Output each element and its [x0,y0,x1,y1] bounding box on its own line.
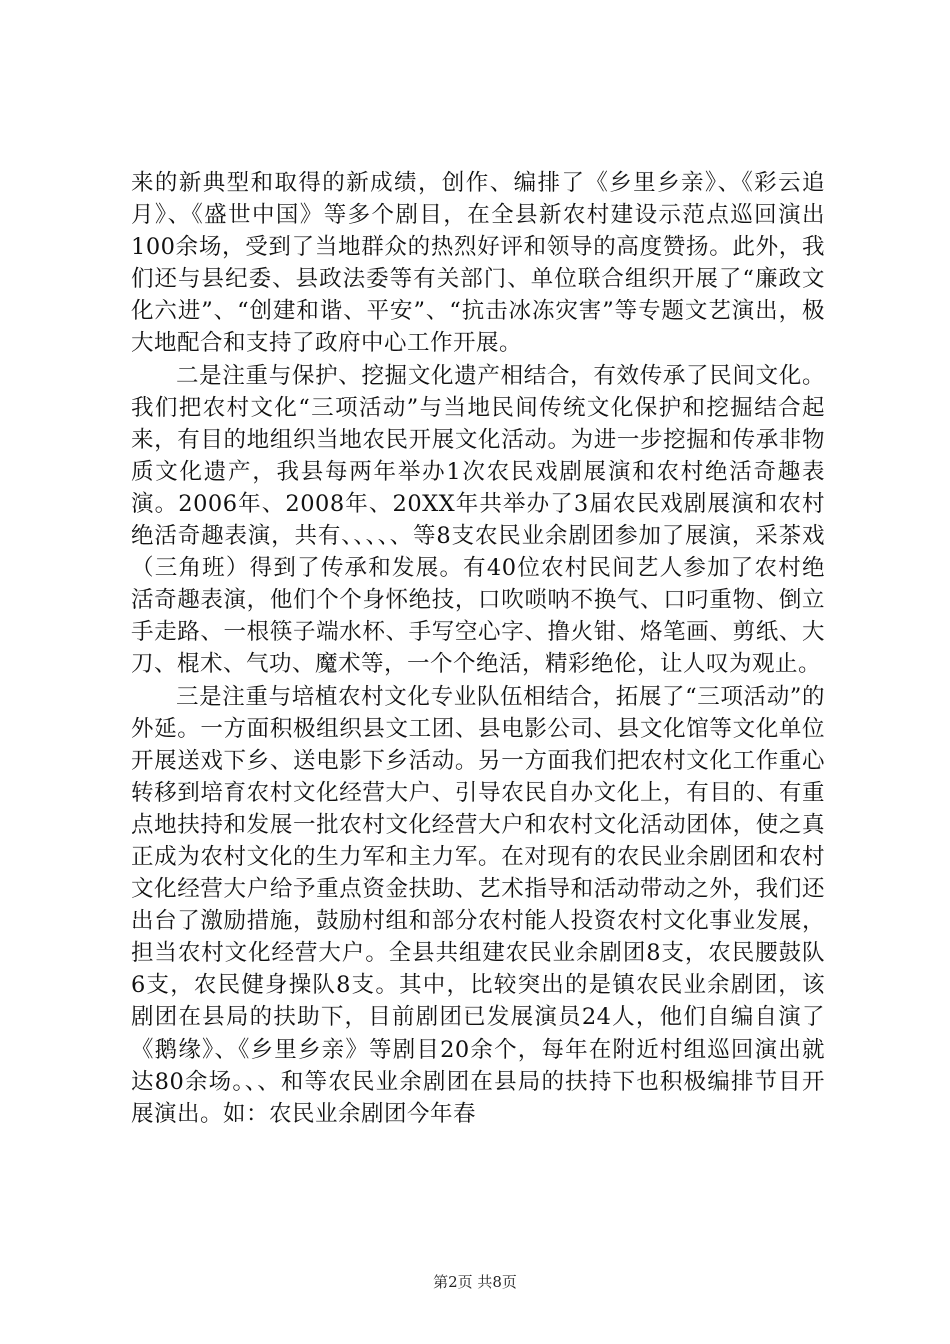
paragraph-2: 二是注重与保护、挖掘文化遗产相结合，有效传承了民间文化。我们把农村文化“三项活动”与当地民间传统文化保护和挖掘结合起来，有目的地组织当地农民开展文化活动。为进一步挖掘和传承非物质文化遗产，我县每两年举办1次农民戏剧展演和农村绝活奇趣表演。2006年、2008年、20XX年共举办了3届农民戏剧展演和农村绝活奇趣表演，共有、、、、、等8支农民业余剧团参加了展演，采茶戏（三角班）得到了传承和发展。有40位农村民间艺人参加了农村绝活奇趣表演，他们个个身怀绝技，口吹唢呐不换气、口叼重物、倒立手走路、一根筷子端水杯、手写空心字、撸火钳、烙笔画、剪纸、大刀、棍术、气功、魔术等，一个个绝活，精彩绝伦，让人叹为观止。 [131,362,825,678]
body-text [131,167,825,1130]
paragraph-1: 来的新典型和取得的新成绩，创作、编排了《乡里乡亲》、《彩云追月》、《盛世中国》等多个剧目，在全县新农村建设示范点巡回演出100余场，受到了当地群众的热烈好评和领导的高度赞扬。此外，我们还与县纪委、县政法委等有关部门、单位联合组织开展了“廉政文化六进”、“创建和谐、平安”、“抗击冰冻灾害”等专题文艺演出，极大地配合和支持了政府中心工作开展。 [131,170,825,357]
paragraph-3: 三是注重与培植农村文化专业队伍相结合，拓展了“三项活动”的外延。一方面积极组织县文工团、县电影公司、县文化馆等文化单位开展送戏下乡、送电影下乡活动。另一方面我们把农村文化工作重心转移到培育农村文化经营大户、引导农民自办文化上，有目的、有重点地扶持和发展一批农村文化经营大户和农村文化活动团体，使之真正成为农村文化的生力军和主力军。在对现有的农民业余剧团和农村文化经营大户给予重点资金扶助、艺术指导和活动带动之外，我们还出台了激励措施，鼓励村组和部分农村能人投资农村文化事业发展，担当农村文化经营大户。全县共组建农民业余剧团8支，农民腰鼓队6支，农民健身操队8支。其中，比较突出的是镇农民业余剧团，该剧团在县局的扶助下，目前剧团已发展演员24人，他们自编自演了《鹅缘》、《乡里乡亲》等剧目20余个，每年在附近村组巡回演出就达80余场。、、和等农民业余剧团在县局的扶持下也积极编排节目开展演出。如：农民业余剧团今年春 [131,683,825,1127]
page-footer: 第2页 共8页 [433,1273,517,1291]
